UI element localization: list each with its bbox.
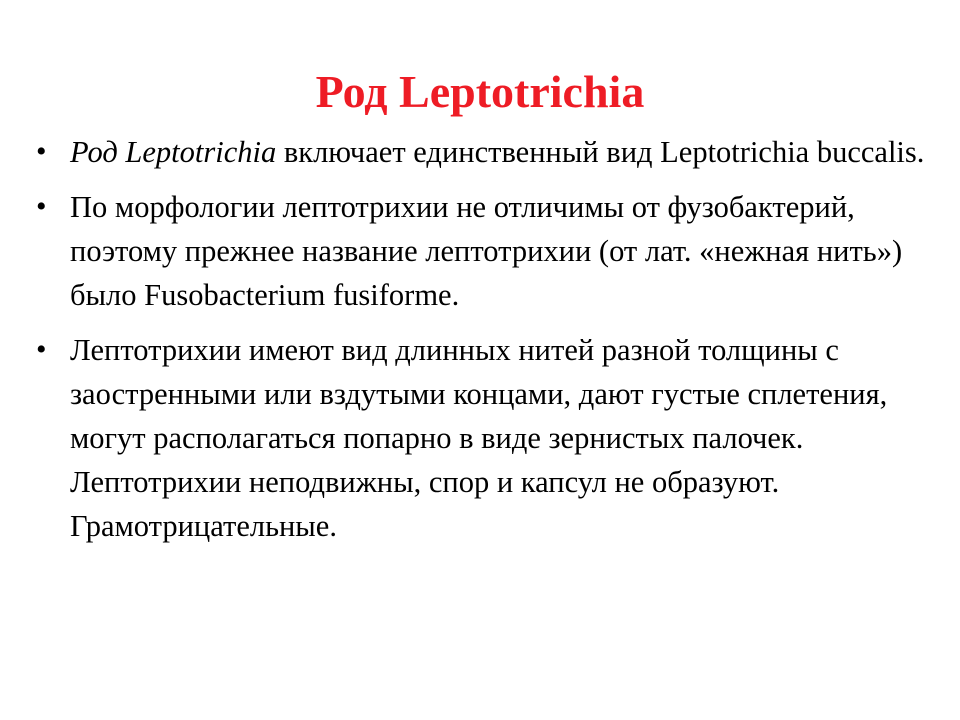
bullet-icon: • [36, 190, 47, 223]
bullet-item-1 [36, 130, 948, 174]
bullet-icon: • [36, 333, 47, 366]
bullet-list [36, 130, 948, 559]
bullet-text: Лептотрихии имеют вид длинных нитей разной толщины с заостренными или вздутыми концами, дают густые сплетения, могут располагаться попарно в виде зернистых палочек. Лептотрихии неподвижны, спор и капсул не образуют. Грамотрицательные. [70, 333, 888, 543]
bullet-item-2 [36, 185, 948, 317]
bullet-icon: • [36, 135, 47, 168]
bullet-text: включает единственный вид Leptotrichia buccalis. [276, 135, 925, 169]
bullet-italic-lead: Род Leptotrichia [70, 135, 277, 169]
bullet-item-3 [36, 328, 948, 548]
slide-title: Род Leptotrichia [315, 66, 645, 117]
bullet-text: По морфологии лептотрихии не отличимы от фузобактерий, поэтому прежнее название лептотрихии (от лат. «нежная нить») было Fusobacterium fusiforme. [70, 190, 903, 312]
